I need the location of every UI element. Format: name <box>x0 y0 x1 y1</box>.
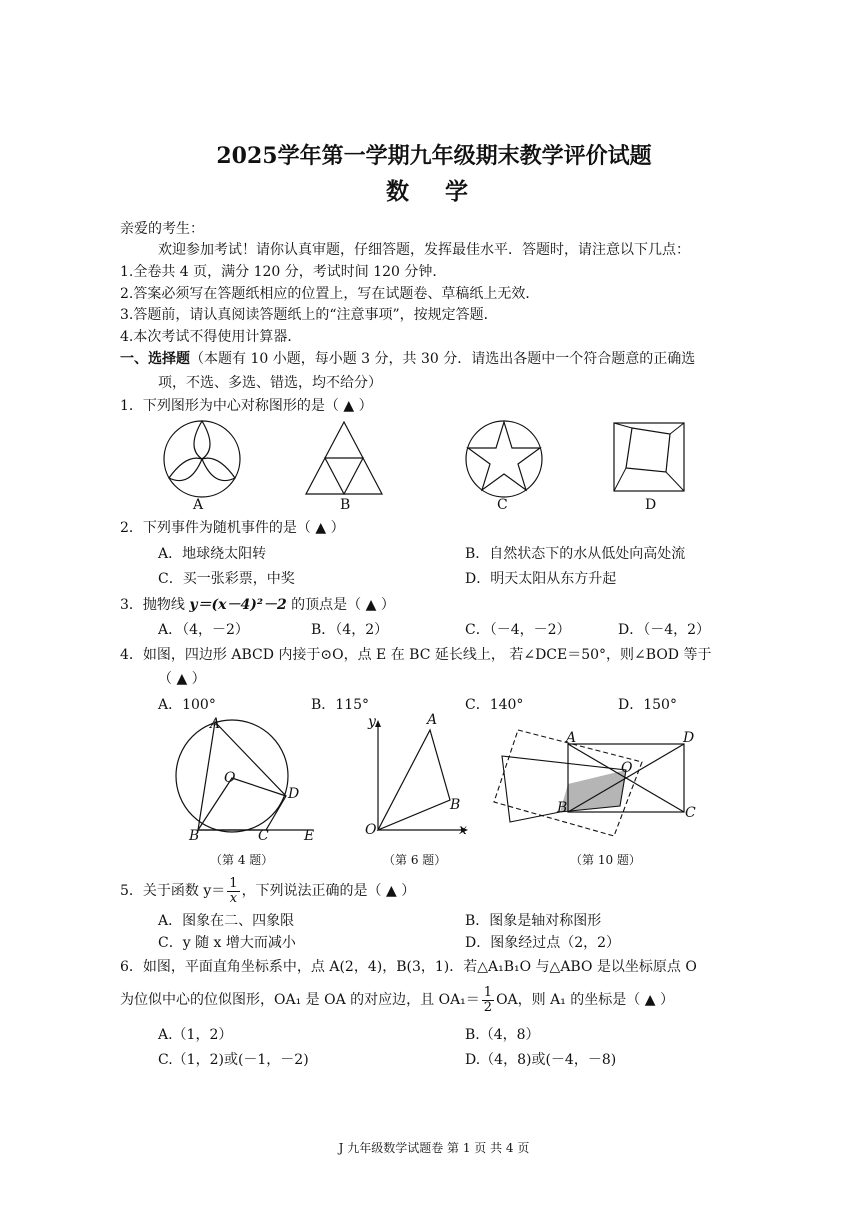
q1-label-a: A <box>193 497 204 513</box>
q1-figure-b <box>302 418 394 504</box>
q1-stem: 1．下列图形为中心对称图形的是（ ▲ ） <box>120 398 373 414</box>
fig4-point-c: C <box>258 828 269 844</box>
fig6-origin: O <box>365 822 377 838</box>
greeting: 亲爱的考生： <box>120 221 204 237</box>
section-heading-line1 <box>120 350 695 368</box>
figure-q6-diagram <box>362 718 472 836</box>
q5-option-c: C．y 随 x 增大而减小 <box>158 935 296 951</box>
q3-formula: y＝(x－4)²－2 <box>189 597 287 613</box>
q5-frac-num: 1 <box>229 875 238 891</box>
intro-text: 欢迎参加考试！请你认真审题，仔细答题，发挥最佳水平．答题时，请注意以下几点： <box>158 242 690 258</box>
q6-stem-1: 6．如图，平面直角坐标系中，点 A(2，4)，B(3，1)．若△A₁B₁O 与△ABO 是以坐标原点 O <box>120 959 697 975</box>
note-4: 4.本次考试不得使用计算器． <box>120 329 302 345</box>
fig10-point-c: C <box>685 805 696 821</box>
fig10-point-o: O <box>621 760 633 776</box>
fig6-axis-x: x <box>459 822 467 838</box>
fig6-point-b: B <box>450 797 461 813</box>
q3-stem-pre: 3．抛物线 <box>120 597 190 613</box>
q4-option-a: A．100° <box>158 697 216 713</box>
note-2: 2.答案必须写在答题纸相应的位置上，写在试题卷、草稿纸上无效． <box>120 286 540 302</box>
figure-q10-diagram <box>490 718 700 846</box>
fig10-point-a: A <box>566 730 577 746</box>
q5-stem-pre: 5．关于函数 y＝ <box>120 883 226 899</box>
fig4-point-e: E <box>304 828 315 844</box>
q1-label-d: D <box>645 497 657 513</box>
q3-stem <box>120 596 395 614</box>
q5-frac-den: x <box>229 890 238 906</box>
q4-option-d: D．150° <box>618 697 677 713</box>
fig4-point-o: O <box>224 770 236 786</box>
subject-title: 数 学 <box>385 178 482 205</box>
q1-figure-c <box>462 418 554 504</box>
fig4-point-a: A <box>210 716 221 732</box>
q2-option-b: B．自然状态下的水从低处向高处流 <box>465 546 686 562</box>
fig10-caption: （第 10 题） <box>570 853 641 867</box>
q6-option-b: B.（4，8） <box>465 1027 540 1043</box>
q5-option-a: A．图象在二、四象限 <box>158 913 295 929</box>
q5-option-d: D．图象经过点（2，2） <box>465 935 621 951</box>
q4-stem-1: 4．如图，四边形 ABCD 内接于⊙O，点 E 在 BC 延长线上， 若∠DCE＝50°，则∠BOD 等于 <box>120 647 712 663</box>
fig10-point-d: D <box>683 730 695 746</box>
q5-fraction <box>227 877 239 906</box>
q4-option-c: C．140° <box>465 697 524 713</box>
q2-option-c: C．买一张彩票，中奖 <box>158 571 295 587</box>
q6-frac-num: 1 <box>483 984 493 1000</box>
q3-option-b: B．（4，2） <box>311 622 389 638</box>
fig6-caption: （第 6 题） <box>383 853 447 867</box>
q2-option-a: A．地球绕太阳转 <box>158 546 267 562</box>
q2-stem: 2．下列事件为随机事件的是（ ▲ ） <box>120 520 345 536</box>
q4-stem-2: （ ▲ ） <box>158 671 206 687</box>
q6-option-a: A.（1，2） <box>158 1027 233 1043</box>
q3-option-d: D．（－4，2） <box>618 622 711 638</box>
figure-q4-diagram <box>170 718 320 840</box>
note-3: 3.答题前，请认真阅读答题纸上的“注意事项”，按规定答题． <box>120 307 498 323</box>
q2-option-d: D．明天太阳从东方升起 <box>465 571 617 587</box>
section-heading: 一、选择题 <box>120 351 190 367</box>
q6-fraction <box>482 986 494 1015</box>
q5-stem-post: ，下列说法正确的是（ ▲ ） <box>241 883 416 899</box>
exam-title: 2025学年第一学期九年级期末教学评价试题 <box>216 143 652 169</box>
q5-option-b: B．图象是轴对称图形 <box>465 913 602 929</box>
q5-stem <box>120 876 415 906</box>
q6-frac-den: 2 <box>483 999 493 1015</box>
q6-stem-pre: 为位似中心的位似图形，OA₁ 是 OA 的对应边，且 OA₁＝ <box>120 992 480 1008</box>
q6-stem-post: OA，则 A₁ 的坐标是（ ▲ ） <box>496 992 674 1008</box>
q6-stem-2 <box>120 985 674 1015</box>
q1-figure-a <box>160 418 252 504</box>
section-desc-2: 项，不选、多选、错选，均不给分） <box>158 375 382 391</box>
fig4-caption: （第 4 题） <box>210 853 274 867</box>
page-footer: J 九年级数学试题卷 第 1 页 共 4 页 <box>338 1141 530 1155</box>
q6-option-c: C.（1，2)或(－1，－2) <box>158 1052 309 1068</box>
q6-option-d: D.（4，8)或(－4，－8) <box>465 1052 617 1068</box>
q1-figure-d <box>610 420 690 494</box>
q3-option-a: A．（4，－2） <box>158 622 249 638</box>
q1-label-c: C <box>497 497 508 513</box>
fig6-axis-y: y <box>368 714 376 730</box>
note-1: 1.全卷共 4 页，满分 120 分，考试时间 120 分钟． <box>120 264 447 280</box>
q1-label-b: B <box>340 497 351 513</box>
q3-stem-post: 的顶点是（ ▲ ） <box>286 597 395 613</box>
fig4-point-d: D <box>288 786 300 802</box>
q3-option-c: C．（－4，－2） <box>465 622 571 638</box>
section-desc-1: （本题有 10 小题，每小题 3 分，共 30 分．请选出各题中一个符合题意的正确选 <box>190 351 696 367</box>
fig6-point-a: A <box>427 712 438 728</box>
q4-option-b: B．115° <box>311 697 370 713</box>
fig10-point-b: B <box>557 800 568 816</box>
fig4-point-b: B <box>189 828 200 844</box>
